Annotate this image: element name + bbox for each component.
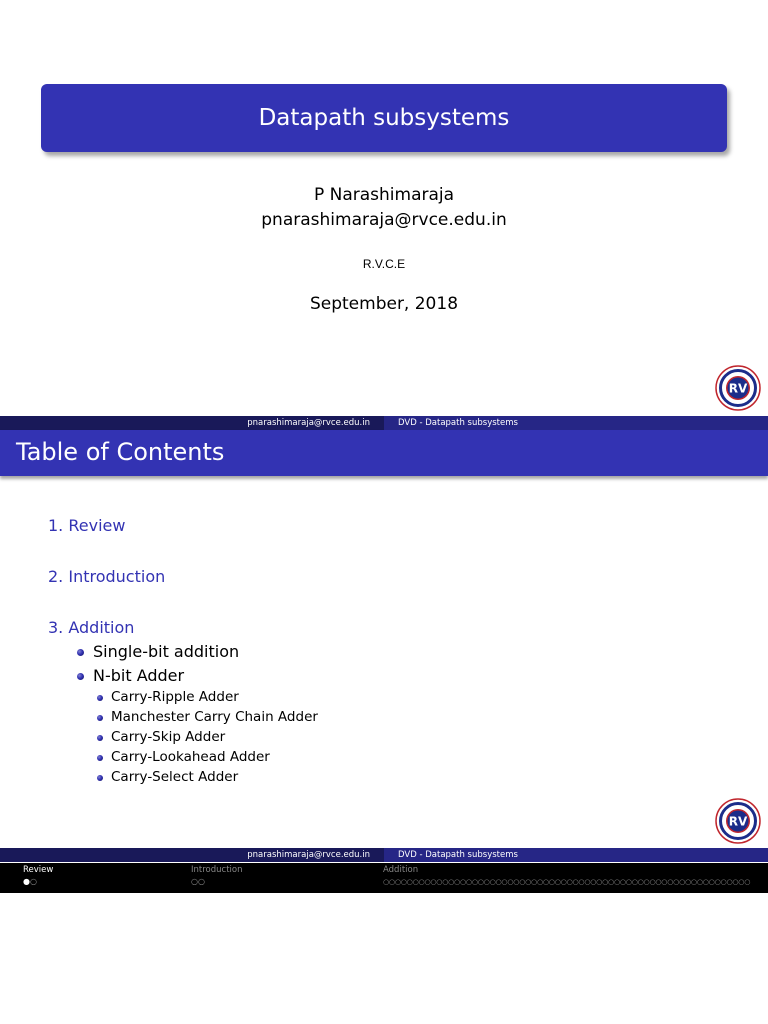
presentation-title: Datapath subsystems xyxy=(258,105,510,131)
presentation-date: September, 2018 xyxy=(309,294,459,314)
bullet-icon xyxy=(97,755,103,761)
title-box xyxy=(41,84,727,152)
svg-text:RV: RV xyxy=(728,381,748,396)
toc-subsection-single-bit[interactable]: Single-bit addition xyxy=(93,642,240,661)
toc-subsubsection[interactable]: Carry-Skip Adder xyxy=(111,729,226,745)
toc-subsubsection[interactable]: Carry-Select Adder xyxy=(111,769,239,785)
bullet-icon xyxy=(77,673,84,680)
bullet-icon xyxy=(97,775,103,781)
toc-section-review[interactable]: 1. Review xyxy=(48,516,126,535)
footer-author: pnarashimaraja@rvce.edu.in xyxy=(0,416,384,430)
author-email: pnarashimaraja@rvce.edu.in xyxy=(261,210,507,230)
toc-subsubsection[interactable]: Carry-Lookahead Adder xyxy=(111,749,270,765)
footer-author: pnarashimaraja@rvce.edu.in xyxy=(0,848,384,862)
nav-dots-review[interactable]: ●○ xyxy=(23,877,37,886)
institute: R.V.C.E xyxy=(362,257,406,271)
nav-section-addition[interactable]: Addition xyxy=(383,865,419,875)
bullet-icon xyxy=(97,735,103,741)
bullet-icon xyxy=(97,715,103,721)
frame-title-bar xyxy=(0,430,768,476)
nav-section-review[interactable]: Review xyxy=(23,865,54,875)
footer-bar-2 xyxy=(0,848,768,862)
toc-subsection-n-bit[interactable]: N-bit Adder xyxy=(93,666,185,685)
toc-subsubsection[interactable]: Manchester Carry Chain Adder xyxy=(111,709,318,725)
bullet-icon xyxy=(97,695,103,701)
nav-dots-introduction[interactable]: ○○ xyxy=(191,877,205,886)
frame-title: Table of Contents xyxy=(16,438,225,466)
toc-section-introduction[interactable]: 2. Introduction xyxy=(48,567,166,586)
section-navigation-bar xyxy=(0,863,768,893)
toc-section-addition[interactable]: 3. Addition xyxy=(48,618,135,637)
rv-logo xyxy=(715,365,761,411)
rv-logo xyxy=(715,798,761,844)
footer-title: DVD - Datapath subsystems xyxy=(384,416,768,430)
footer-title: DVD - Datapath subsystems xyxy=(384,848,768,862)
author-name: P Narashimaraja xyxy=(313,185,455,205)
bullet-icon xyxy=(77,649,84,656)
footer-bar-1 xyxy=(0,416,768,430)
nav-dots-addition[interactable]: ○○○○○○○○○○○○○○○○○○○○○○○○○○○○○○○○○○○○○○○○○○○○○○○○○○○○○○○○○○○○○○ xyxy=(383,877,751,886)
nav-section-introduction[interactable]: Introduction xyxy=(191,865,243,875)
toc-subsubsection[interactable]: Carry-Ripple Adder xyxy=(111,689,239,705)
svg-text:RV: RV xyxy=(728,814,748,829)
